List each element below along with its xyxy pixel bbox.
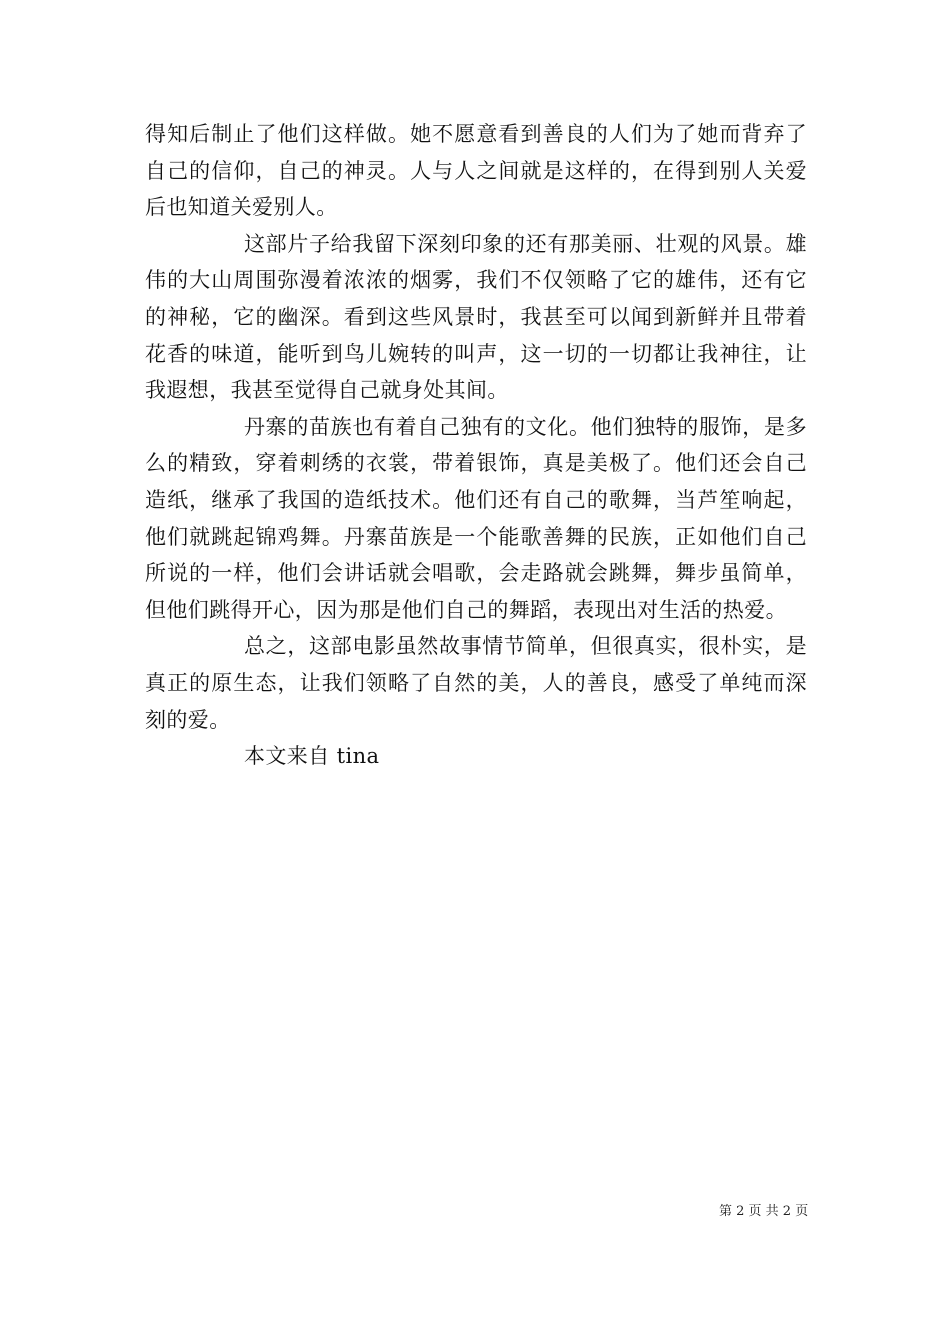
paragraph-continuation: 得知后制止了他们这样做。她不愿意看到善良的人们为了她而背弃了自己的信仰，自己的神灵。人与人之间就是这样的，在得到别人关爱后也知道关爱别人。 (145, 122, 807, 220)
document-body (145, 116, 807, 775)
paragraph-scenery: 这部片子给我留下深刻印象的还有那美丽、壮观的风景。雄伟的大山周围弥漫着浓浓的烟雾，我们不仅领略了它的雄伟，还有它的神秘，它的幽深。看到这些风景时，我甚至可以闻到新鲜并且带着花香的味道，能听到鸟儿婉转的叫声，这一切的一切都让我神往，让我遐想，我甚至觉得自己就身处其间。 (145, 231, 807, 403)
page-number-footer: 第 2 页 共 2 页 (719, 1204, 809, 1219)
paragraph-culture: 丹寨的苗族也有着自己独有的文化。他们独特的服饰，是多么的精致，穿着刺绣的衣裳，带着银饰，真是美极了。他们还会自己造纸，继承了我国的造纸技术。他们还有自己的歌舞，当芦笙响起，他们就跳起锦鸡舞。丹寨苗族是一个能歌善舞的民族，正如他们自己所说的一样，他们会讲话就会唱歌，会走路就会跳舞，舞步虽简单，但他们跳得开心，因为那是他们自己的舞蹈，表现出对生活的热爱。 (145, 414, 807, 622)
source-note: 本文来自 tina (244, 744, 380, 769)
paragraph-conclusion: 总之，这部电影虽然故事情节简单，但很真实，很朴实，是真正的原生态，让我们领略了自然的美，人的善良，感受了单纯而深刻的爱。 (145, 634, 807, 732)
